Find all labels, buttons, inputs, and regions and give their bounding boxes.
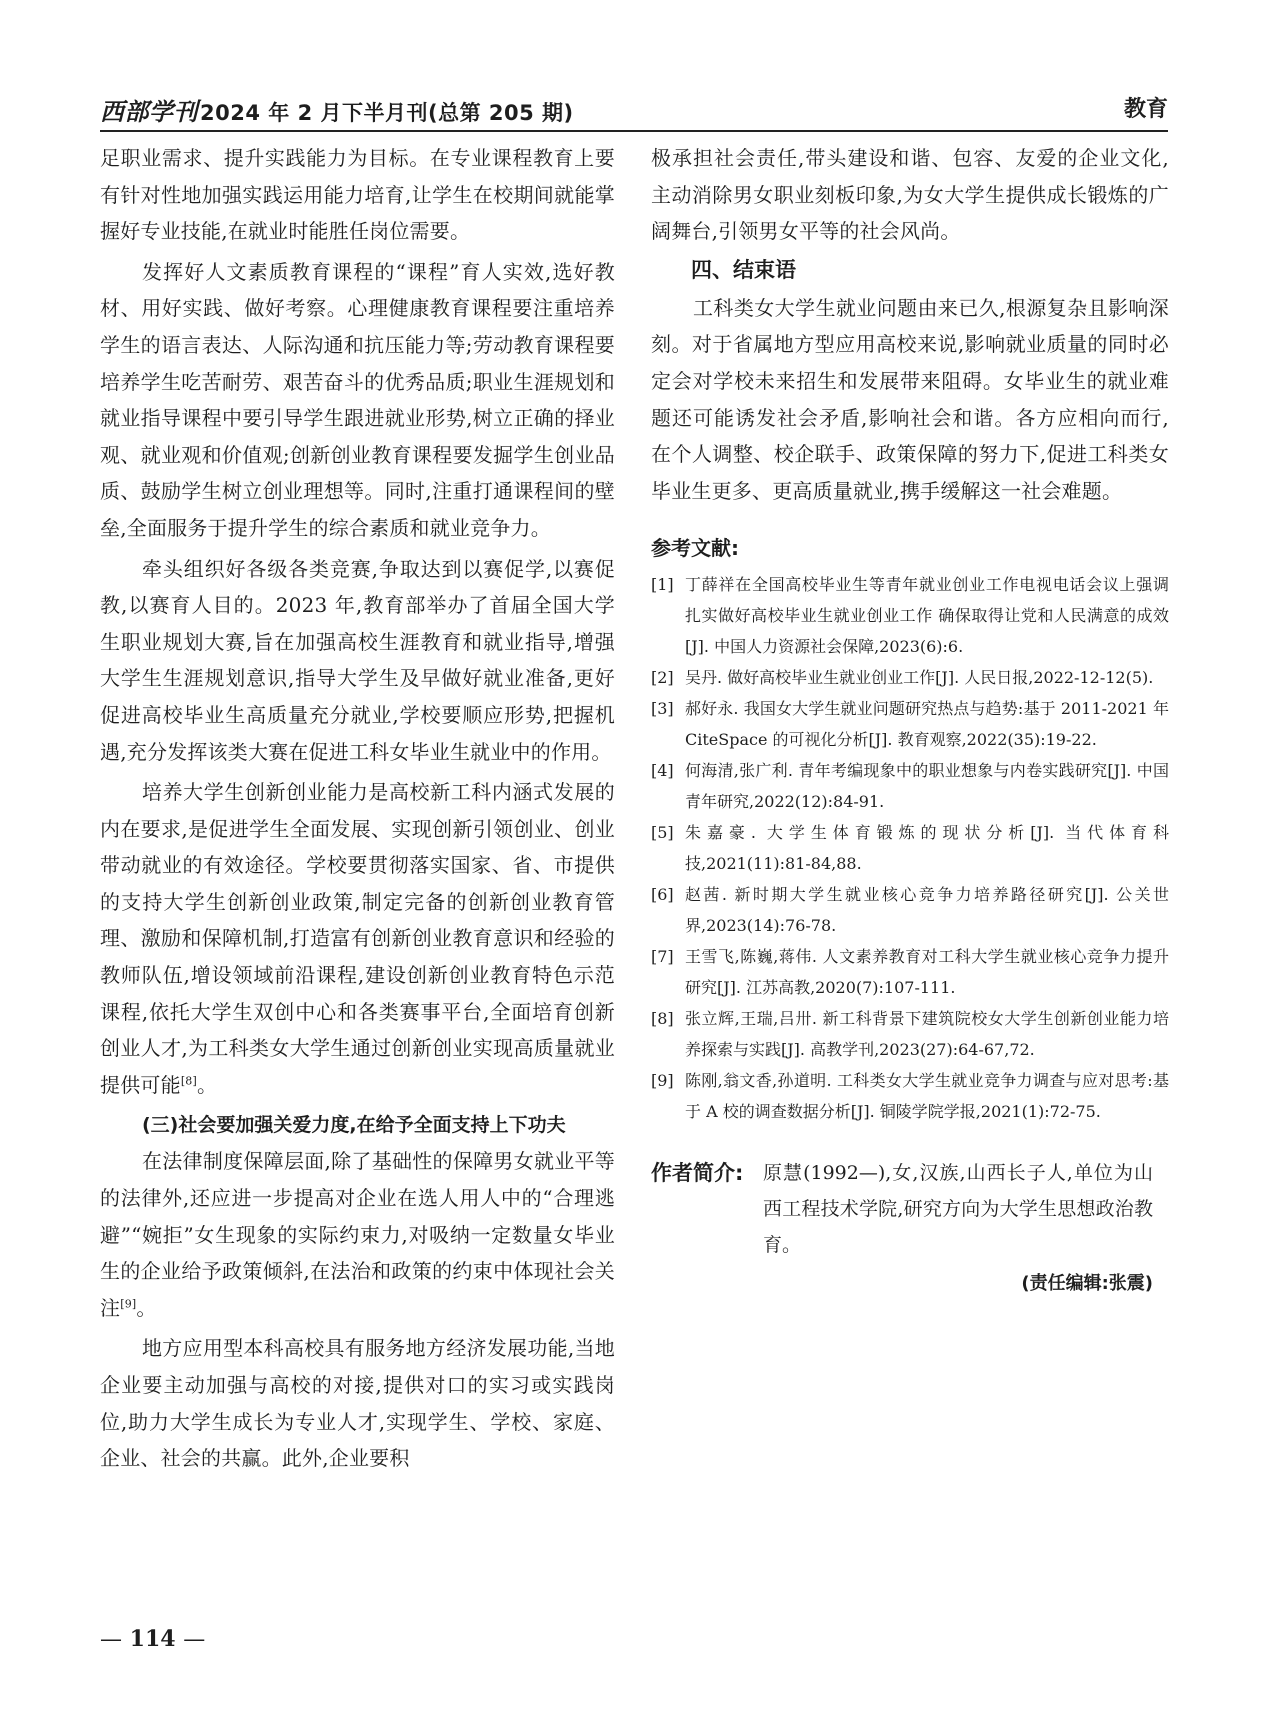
paragraph-end: 。 bbox=[197, 1072, 218, 1097]
paragraph: 工科类女大学生就业问题由来已久,根源复杂且影响深刻。对于省属地方型应用高校来说,影响就业质量的同时必定会对学校未来招生和发展带来阻碍。女毕业生的就业难题还可能诱发社会矛盾,影响社会和谐。各方应相向而行,在个人调整、校企联手、政策保障的努力下,促进工科类女毕业生更多、更高质量就业,携手缓解这一社会难题。 bbox=[651, 295, 1169, 503]
reference-list bbox=[651, 569, 1169, 1127]
reference-item bbox=[651, 569, 1169, 662]
paragraph bbox=[100, 1143, 615, 1326]
author-bio bbox=[651, 1155, 1169, 1263]
paragraph: 极承担社会责任,带头建设和谐、包容、友爱的企业文化,主动消除男女职业刻板印象,为女大学生提供成长锻炼的广阔舞台,引领男女平等的社会风尚。 bbox=[651, 146, 1169, 244]
paragraph: 地方应用型本科高校具有服务地方经济发展功能,当地企业要主动加强与高校的对接,提供对口的实习或实践岗位,助力大学生成长为专业人才,实现学生、学校、家庭、企业、社会的共赢。此外,企业要积 bbox=[100, 1336, 615, 1471]
reference-text: 郝好永. 我国女大学生就业问题研究热点与趋势:基于 2011-2021 年 CiteSpace 的可视化分析[J]. 教育观察,2022(35):19-22. bbox=[685, 699, 1169, 750]
author-label: 作者简介: bbox=[651, 1161, 744, 1186]
reference-item bbox=[651, 662, 1169, 693]
journal-issue bbox=[100, 92, 574, 127]
issue-info: 2024 年 2 月下半月刊(总第 205 期) bbox=[200, 101, 574, 125]
reference-number: [1] bbox=[651, 575, 674, 595]
reference-text: 何海清,张广利. 青年考编现象中的职业想象与内卷实践研究[J]. 中国青年研究,2022(12):84-91. bbox=[685, 761, 1169, 812]
reference-number: [5] bbox=[651, 823, 674, 843]
right-column bbox=[651, 140, 1169, 1301]
reference-item bbox=[651, 1003, 1169, 1065]
reference-number: [7] bbox=[651, 947, 674, 967]
section-label: 教育 bbox=[1123, 97, 1168, 122]
paragraph-text: 培养大学生创新创业能力是高校新工科内涵式发展的内在要求,是促进学生全面发展、实现创新引领创业、创业带动就业的有效途径。学校要贯彻落实国家、省、市提供的支持大学生创新创业政策,制定完备的创新创业教育管理、激励和保障机制,打造富有创新创业教育意识和经验的教师队伍,增设领域前沿课程,建设创新创业教育特色示范课程,依托大学生双创中心和各类赛事平台,全面培育创新创业人才,为工科类女大学生通过创新创业实现高质量就业提供可能 bbox=[100, 780, 615, 1097]
paragraph-text: 在法律制度保障层面,除了基础性的保障男女就业平等的法律外,还应进一步提高对企业在选人用人中的“合理逃避”“婉拒”女生现象的实际约束力,对吸纳一定数量女毕业生的企业给予政策倾斜,在法治和政策的约束中体现社会关注 bbox=[100, 1149, 615, 1320]
references-title: 参考文献: bbox=[651, 536, 739, 561]
paragraph: 牵头组织好各级各类竞赛,争取达到以赛促学,以赛促教,以赛育人目的。2023 年,教育部举办了首届全国大学生职业规划大赛,旨在加强高校生涯教育和就业指导,增强大学生生涯规划意识,指导大学生及早做好就业准备,更好促进高校毕业生高质量充分就业,学校要顺应形势,把握机遇,充分发挥该类大赛在促进工科女毕业生就业中的作用。 bbox=[100, 556, 615, 764]
folio-dash-right: — bbox=[183, 1627, 206, 1652]
reference-number: [2] bbox=[651, 668, 674, 688]
reference-number: [8] bbox=[651, 1009, 674, 1029]
folio-dash-left: — bbox=[100, 1627, 122, 1652]
reference-text: 赵茜. 新时期大学生就业核心竞争力培养路径研究[J]. 公关世界,2023(14):76-78. bbox=[685, 885, 1169, 936]
reference-text: 吴丹. 做好高校毕业生就业创业工作[J]. 人民日报,2022-12-12(5). bbox=[685, 668, 1154, 688]
author-text: 原慧(1992—),女,汉族,山西长子人,单位为山西工程技术学院,研究方向为大学生思想政治教育。 bbox=[763, 1162, 1153, 1257]
section-heading: 四、结束语 bbox=[691, 257, 796, 282]
reference-item bbox=[651, 1065, 1169, 1127]
paragraph bbox=[100, 774, 615, 1103]
paragraph: 发挥好人文素质教育课程的“课程”育人实效,选好教材、用好实践、做好考察。心理健康教育课程要注重培养学生的语言表达、人际沟通和抗压能力等;劳动教育课程要培养学生吃苦耐劳、艰苦奋斗的优秀品质;职业生涯规划和就业指导课程中要引导学生跟进就业形势,树立正确的择业观、就业观和价值观;创新创业教育课程要发掘学生创业品质、鼓励学生树立创业理想等。同时,注重打通课程间的壁垒,全面服务于提升学生的综合素质和就业竞争力。 bbox=[100, 259, 615, 540]
reference-item bbox=[651, 879, 1169, 941]
reference-text: 陈刚,翁文香,孙道明. 工科类女大学生就业竞争力调查与应对思考:基于 A 校的调查数据分析[J]. 铜陵学院学报,2021(1):72-75. bbox=[685, 1071, 1169, 1122]
reference-item bbox=[651, 755, 1169, 817]
citation-mark: [9] bbox=[120, 1297, 137, 1311]
reference-item bbox=[651, 817, 1169, 879]
editor-credit: (责任编辑:张震) bbox=[1021, 1273, 1153, 1295]
running-header bbox=[100, 92, 1168, 132]
citation-mark: [8] bbox=[180, 1074, 197, 1088]
page-folio bbox=[100, 1626, 205, 1652]
reference-item bbox=[651, 693, 1169, 755]
subsection-heading: (三)社会要加强关爱力度,在给予全面支持上下功夫 bbox=[142, 1114, 566, 1137]
reference-text: 朱嘉豪. 大学生体育锻炼的现状分析[J]. 当代体育科技,2021(11):81-84,88. bbox=[685, 823, 1169, 874]
reference-text: 张立辉,王瑞,吕卅. 新工科背景下建筑院校女大学生创新创业能力培养探索与实践[J]. 高教学刊,2023(27):64-67,72. bbox=[685, 1009, 1169, 1060]
reference-text: 丁薛祥在全国高校毕业生等青年就业创业工作电视电话会议上强调 扎实做好高校毕业生就业创业工作 确保取得让党和人民满意的成效[J]. 中国人力资源社会保障,2023(6):6. bbox=[685, 575, 1169, 657]
paragraph: 足职业需求、提升实践能力为目标。在专业课程教育上要有针对性地加强实践运用能力培育,让学生在校期间就能掌握好专业技能,在就业时能胜任岗位需要。 bbox=[100, 146, 615, 244]
page-number: 114 bbox=[129, 1626, 176, 1652]
reference-item bbox=[651, 941, 1169, 1003]
reference-number: [9] bbox=[651, 1071, 674, 1091]
paragraph-end: 。 bbox=[136, 1295, 157, 1320]
left-column bbox=[100, 140, 615, 1477]
reference-number: [6] bbox=[651, 885, 674, 905]
reference-text: 王雪飞,陈巍,蒋伟. 人文素养教育对工科大学生就业核心竞争力提升研究[J]. 江苏高教,2020(7):107-111. bbox=[685, 947, 1169, 998]
reference-number: [4] bbox=[651, 761, 674, 781]
journal-logo: 西部学刊 bbox=[100, 97, 198, 126]
reference-number: [3] bbox=[651, 699, 674, 719]
